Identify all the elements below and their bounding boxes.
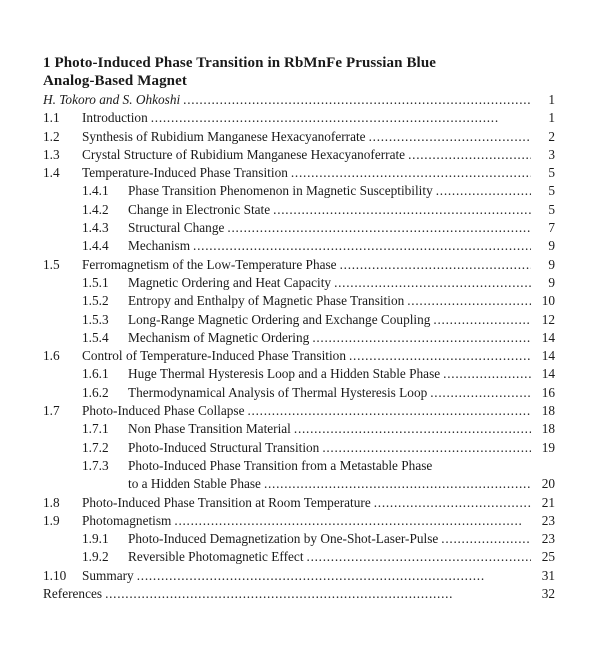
section-number: 1.7 (43, 403, 60, 419)
page-number: 23 (541, 531, 555, 547)
page-number: 9 (548, 274, 555, 290)
page-number: 1 (548, 110, 555, 126)
toc-entry-row[interactable] (43, 292, 555, 310)
section-title: Reversible Photomagnetic Effect (128, 549, 304, 565)
toc-entry-row[interactable] (43, 567, 555, 585)
toc-entry-row[interactable] (43, 219, 555, 237)
page-number: 14 (541, 348, 555, 364)
toc-entry-row[interactable] (43, 201, 555, 219)
toc-entry-row[interactable] (43, 402, 555, 420)
dot-leader (291, 164, 531, 182)
section-title: Magnetic Ordering and Heat Capacity (128, 274, 332, 290)
page-number: 32 (541, 586, 555, 602)
section-title: Introduction (82, 110, 148, 126)
dot-leader (137, 567, 531, 585)
page-number: 9 (548, 256, 555, 272)
dot-leader (374, 494, 531, 512)
dot-leader (443, 365, 531, 383)
section-number: 1.7.1 (82, 421, 109, 437)
toc-entry-row[interactable] (43, 164, 555, 182)
dot-leader (264, 475, 531, 493)
section-title: Photomagnetism (82, 512, 172, 528)
authors: H. Tokoro and S. Ohkoshi (43, 92, 181, 107)
toc-entry-row[interactable] (43, 439, 555, 457)
dot-leader (349, 347, 531, 365)
dot-leader (193, 237, 531, 255)
dot-leader (248, 402, 532, 420)
page-number: 16 (541, 384, 555, 400)
section-title: Photo-Induced Phase Collapse (82, 403, 245, 419)
section-title: Change in Electronic State (128, 201, 271, 217)
page-number: 9 (548, 238, 555, 254)
section-title: Phase Transition Phenomenon in Magnetic Susceptibility (128, 183, 433, 199)
chapter-title-line-2: Analog-Based Magnet (43, 73, 187, 89)
toc-entry-row[interactable] (43, 109, 555, 127)
toc-entry-row[interactable] (43, 329, 555, 347)
page-number: 5 (548, 183, 555, 199)
dot-leader (441, 530, 531, 548)
page-number: 18 (541, 403, 555, 419)
section-title: Temperature-Induced Phase Transition (82, 165, 288, 181)
dot-leader (151, 109, 531, 127)
section-title: Huge Thermal Hysteresis Loop and a Hidden Stable Phase (128, 366, 441, 382)
section-title: Long-Range Magnetic Ordering and Exchange Coupling (128, 311, 431, 327)
chapter-title-line-1: 1 Photo-Induced Phase Transition in RbMnFe Prussian Blue (43, 55, 437, 71)
page-number: 23 (541, 512, 555, 528)
dot-leader (273, 201, 531, 219)
section-number: 1.4 (43, 165, 60, 181)
section-number: 1.4.4 (82, 238, 109, 254)
section-number: 1.7.2 (82, 439, 109, 455)
section-number: 1.4.3 (82, 220, 109, 236)
page-number: 12 (541, 311, 555, 327)
section-title: Non Phase Transition Material (128, 421, 291, 437)
page-number: 7 (548, 220, 555, 236)
section-title: Control of Temperature-Induced Phase Transition (82, 348, 346, 364)
page-number: 25 (541, 549, 555, 565)
toc-entry-row[interactable] (43, 311, 555, 329)
page-number: 14 (541, 329, 555, 345)
dot-leader (369, 128, 531, 146)
toc-authors-row[interactable] (43, 91, 555, 109)
page-number: 19 (541, 439, 555, 455)
section-number: 1.1 (43, 110, 60, 126)
dot-leader (433, 311, 531, 329)
toc-entry-row[interactable] (43, 256, 555, 274)
section-title: Synthesis of Rubidium Manganese Hexacyanoferrate (82, 128, 366, 144)
page-number: 20 (541, 476, 555, 492)
page-number: 31 (541, 567, 555, 583)
dot-leader (227, 219, 531, 237)
section-number: 1.3 (43, 146, 60, 162)
references-title: References (43, 586, 103, 602)
section-title: Photo-Induced Phase Transition from a Metastable Phase (128, 457, 433, 473)
section-number: 1.10 (43, 567, 67, 583)
toc-entry-row[interactable] (43, 457, 555, 494)
dot-leader (183, 91, 531, 109)
dot-leader (340, 256, 531, 274)
dot-leader (105, 585, 531, 603)
section-number: 1.6.1 (82, 366, 109, 382)
page-number: 3 (548, 146, 555, 162)
dot-leader (436, 182, 531, 200)
toc-entry-row[interactable] (43, 494, 555, 512)
dot-leader (407, 292, 531, 310)
dot-leader (430, 384, 531, 402)
section-title: Mechanism of Magnetic Ordering (128, 329, 310, 345)
toc-entry-row[interactable] (43, 548, 555, 566)
page-number: 5 (548, 201, 555, 217)
section-number: 1.4.2 (82, 201, 109, 217)
toc-entry-row[interactable] (43, 365, 555, 383)
section-number: 1.5.3 (82, 311, 109, 327)
toc-entry-row[interactable] (43, 146, 555, 164)
dot-leader (174, 512, 531, 530)
section-number: 1.6 (43, 348, 60, 364)
section-number: 1.5 (43, 256, 60, 272)
dot-leader (312, 329, 531, 347)
toc-entry-row[interactable] (43, 530, 555, 548)
section-title: Photo-Induced Demagnetization by One-Shot-Laser-Pulse (128, 531, 439, 547)
page-number: 2 (548, 128, 555, 144)
toc-entry-row[interactable] (43, 128, 555, 146)
toc-entry-row[interactable] (43, 420, 555, 438)
toc-entry-row[interactable] (43, 512, 555, 530)
section-number: 1.6.2 (82, 384, 109, 400)
section-number: 1.8 (43, 494, 60, 510)
page-number: 18 (541, 421, 555, 437)
dot-leader (322, 439, 531, 457)
section-title: Ferromagnetism of the Low-Temperature Phase (82, 256, 337, 272)
dot-leader (408, 146, 531, 164)
section-title: Mechanism (128, 238, 191, 254)
page-number: 10 (541, 293, 555, 309)
section-number: 1.2 (43, 128, 60, 144)
section-number: 1.9.1 (82, 531, 109, 547)
toc-entry-row[interactable] (43, 347, 555, 365)
toc-page (43, 54, 555, 603)
section-number: 1.5.1 (82, 274, 109, 290)
section-number: 1.5.2 (82, 293, 109, 309)
section-title: Structural Change (128, 220, 225, 236)
page-number: 5 (548, 165, 555, 181)
page-number: 1 (548, 92, 555, 107)
section-title: Summary (82, 567, 134, 583)
toc-entry-row[interactable] (43, 384, 555, 402)
chapter-title (43, 54, 555, 90)
section-number: 1.9.2 (82, 549, 109, 565)
section-title: Photo-Induced Phase Transition at Room Temperature (82, 494, 371, 510)
dot-leader (307, 548, 531, 566)
toc-entry-row[interactable] (43, 274, 555, 292)
section-number: 1.5.4 (82, 329, 109, 345)
dot-leader (334, 274, 531, 292)
dot-leader (294, 420, 531, 438)
toc-entry-row[interactable] (43, 237, 555, 255)
section-title: Thermodynamical Analysis of Thermal Hysteresis Loop (128, 384, 428, 400)
section-number: 1.9 (43, 512, 60, 528)
toc-entries (43, 109, 555, 585)
section-title-continued: to a Hidden Stable Phase (128, 476, 261, 492)
toc-references-row[interactable] (43, 585, 555, 603)
section-number: 1.7.3 (82, 457, 109, 473)
section-title: Crystal Structure of Rubidium Manganese Hexacyanoferrate (82, 146, 406, 162)
toc-entry-row[interactable] (43, 182, 555, 200)
table-of-contents (43, 91, 555, 603)
section-title: Entropy and Enthalpy of Magnetic Phase Transition (128, 293, 405, 309)
section-number: 1.4.1 (82, 183, 109, 199)
section-title: Photo-Induced Structural Transition (128, 439, 320, 455)
page-number: 21 (541, 494, 555, 510)
page-number: 14 (541, 366, 555, 382)
